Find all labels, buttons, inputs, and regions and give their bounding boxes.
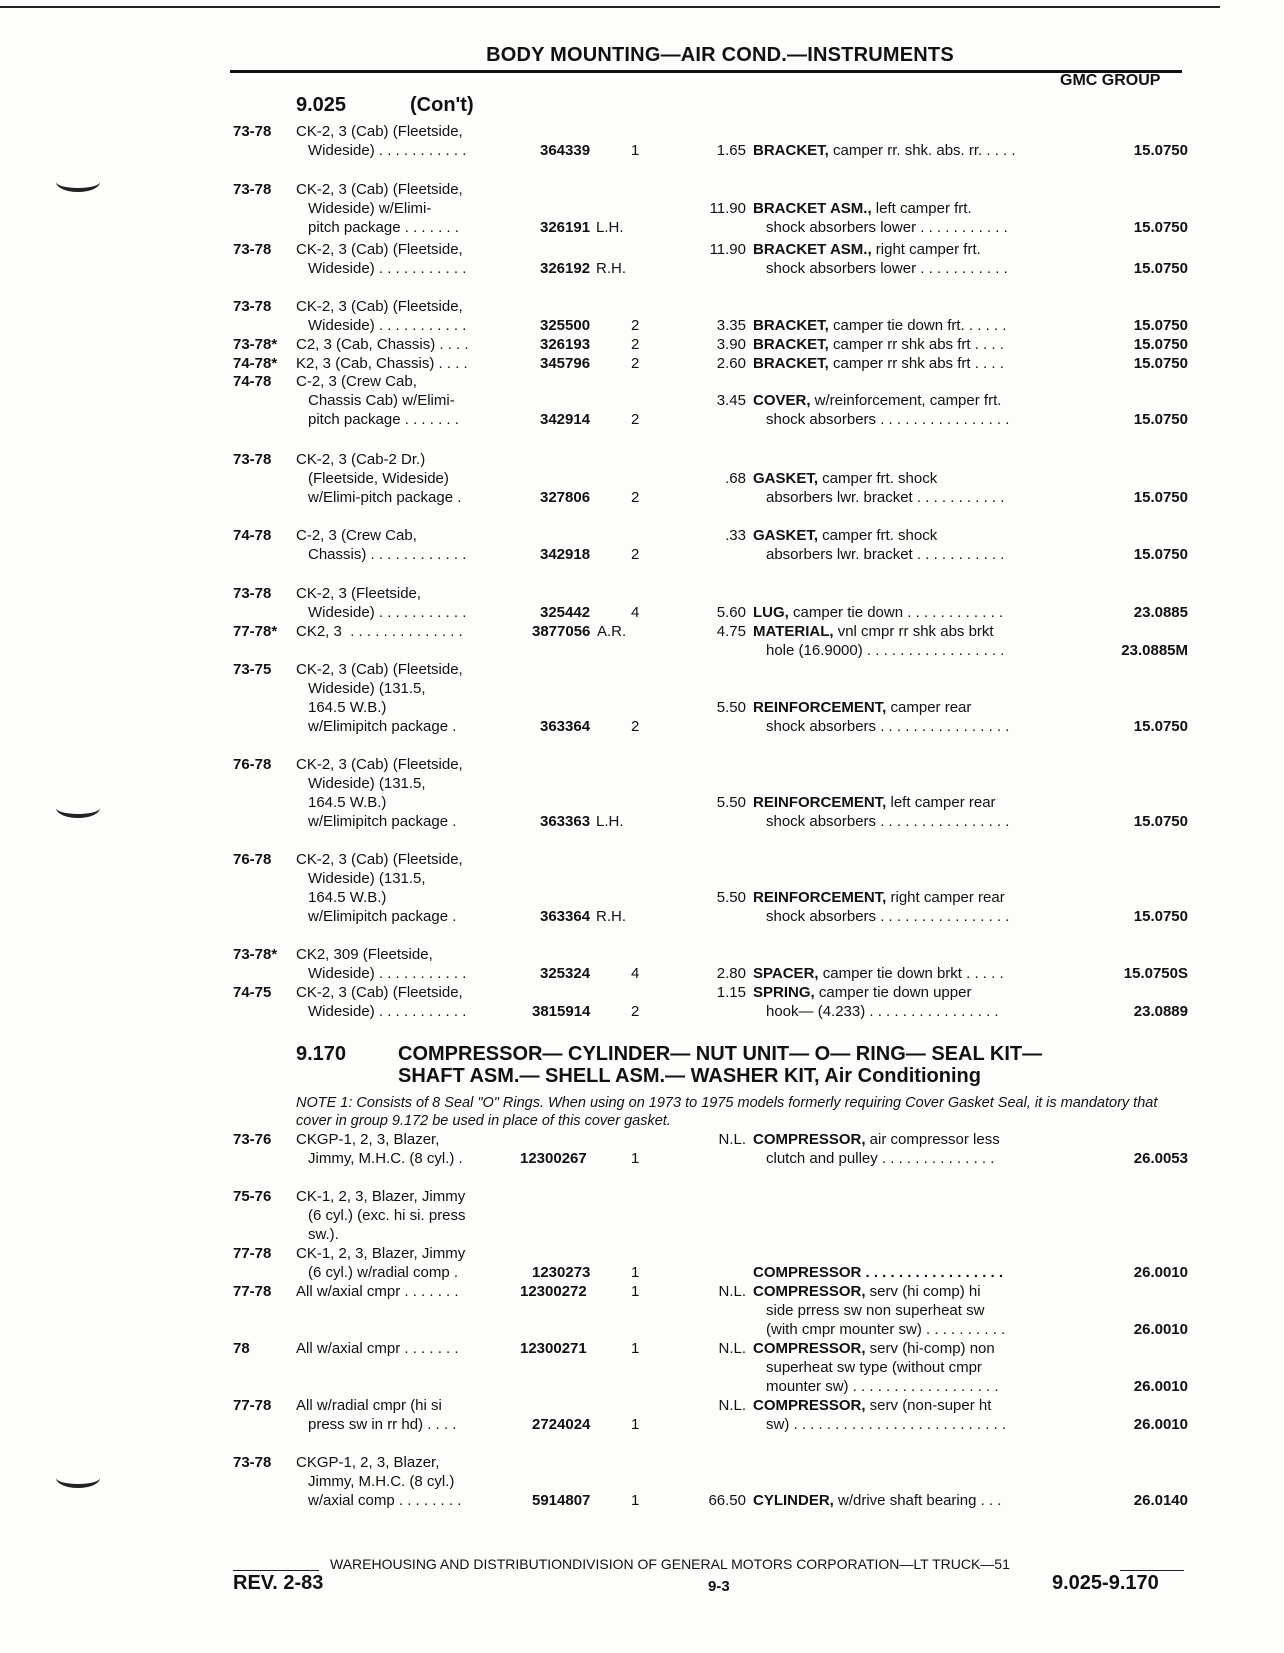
model-description-line: CK-2, 3 (Cab) (Fleetside, [296, 181, 463, 198]
part-name: BRACKET, [753, 142, 829, 159]
model-description-line: All w/radial cmpr (hi si [296, 1397, 442, 1414]
model-description-line: All w/axial cmpr . . . . . . . [296, 1340, 459, 1357]
model-years: 77-78 [233, 1283, 272, 1300]
part-number: 12300272 [520, 1283, 587, 1300]
model-description-line: Wideside) . . . . . . . . . . . [308, 317, 467, 334]
model-description-line: sw.). [308, 1226, 339, 1243]
part-number: 363364 [540, 908, 591, 925]
footer-rule [1120, 1570, 1184, 1571]
model-years: 78 [233, 1340, 250, 1357]
part-number: 326191 [540, 219, 591, 236]
part-description-line: sw) . . . . . . . . . . . . . . . . . . . . . . . . . . [766, 1416, 1007, 1433]
part-description-line: hook— (4.233) . . . . . . . . . . . . . . . . [766, 1003, 999, 1020]
group-number: 15.0750 [1133, 489, 1188, 506]
part-description-line: LUG, camper tie down . . . . . . . . . . . . [753, 604, 1004, 621]
part-number: 364339 [540, 142, 591, 159]
list-price: .68 [725, 470, 746, 487]
part-description-line: SPACER, camper tie down brkt . . . . . [753, 965, 1004, 982]
quantity: 1 [631, 1340, 640, 1357]
model-description-line: All w/axial cmpr . . . . . . . [296, 1283, 459, 1300]
binder-hole-mark [56, 172, 100, 192]
quantity: 1 [631, 1416, 640, 1433]
part-name: GASKET, [753, 527, 819, 544]
model-description-line: CKGP-1, 2, 3, Blazer, [296, 1131, 440, 1148]
list-price: .33 [725, 527, 746, 544]
group-column-label: GMC GROUP [1060, 72, 1161, 89]
model-years: 76-78 [233, 851, 272, 868]
part-name: REINFORCEMENT, [753, 889, 887, 906]
part-name: COMPRESSOR, [753, 1283, 866, 1300]
part-description-line: absorbers lwr. bracket . . . . . . . . . . . [766, 489, 1005, 506]
model-description-line: Jimmy, M.H.C. (8 cyl.) [308, 1473, 455, 1490]
part-number: 12300267 [520, 1150, 587, 1167]
model-years: 73-78 [233, 1454, 272, 1471]
binder-hole-mark [56, 1468, 100, 1488]
part-description-line: COMPRESSOR, air compressor less [753, 1131, 1000, 1148]
list-price: 3.35 [716, 317, 746, 334]
part-description-line: CYLINDER, w/drive shaft bearing . . . [753, 1492, 1002, 1509]
list-price: 11.90 [709, 241, 746, 258]
group-number: 15.0750 [1133, 411, 1188, 428]
model-description-line: K2, 3 (Cab, Chassis) . . . . [296, 355, 468, 372]
part-number: 363364 [540, 718, 591, 735]
model-years: 77-78 [233, 1245, 272, 1262]
part-number: 326192 [540, 260, 591, 277]
model-description-line: CK-2, 3 (Cab) (Fleetside, [296, 984, 463, 1001]
part-name: SPRING, [753, 984, 815, 1001]
list-price: 11.90 [709, 200, 746, 217]
quantity: 2 [631, 489, 640, 506]
title-rule [230, 70, 1182, 73]
binder-hole-mark [56, 798, 100, 818]
model-description-line: w/Elimipitch package . [308, 908, 457, 925]
model-description-line: w/Elimi-pitch package . [308, 489, 462, 506]
model-description-line: CK-1, 2, 3, Blazer, Jimmy [296, 1245, 466, 1262]
model-description-line: Wideside) . . . . . . . . . . . [308, 142, 467, 159]
quantity: 1 [631, 142, 640, 159]
quantity: 2 [631, 546, 640, 563]
model-description-line: CKGP-1, 2, 3, Blazer, [296, 1454, 440, 1471]
page-number: 9-3 [708, 1578, 730, 1595]
model-description-line: CK-2, 3 (Fleetside, [296, 585, 422, 602]
list-price: N.L. [718, 1397, 746, 1414]
model-description-line: C-2, 3 (Crew Cab, [296, 373, 417, 390]
part-name: REINFORCEMENT, [753, 699, 887, 716]
model-description-line: CK2, 309 (Fleetside, [296, 946, 433, 963]
part-number: 5914807 [532, 1492, 591, 1509]
group-number: 26.0053 [1133, 1150, 1188, 1167]
part-description-line: superheat sw type (without cmpr [766, 1359, 982, 1376]
section-number: 9.170 [296, 1043, 347, 1065]
list-price: N.L. [718, 1131, 746, 1148]
model-description-line: w/Elimipitch package . [308, 813, 457, 830]
part-number: 326193 [540, 336, 591, 353]
model-years: 77-78 [233, 1397, 272, 1414]
part-description-line: MATERIAL, vnl cmpr rr shk abs brkt [753, 623, 994, 640]
model-description-line: Wideside) . . . . . . . . . . . [308, 965, 467, 982]
quantity: 2 [631, 336, 640, 353]
quantity: 4 [631, 965, 640, 982]
part-name: BRACKET, [753, 317, 829, 334]
part-name: LUG, [753, 604, 789, 621]
model-years: 74-75 [233, 984, 272, 1001]
model-description-line: (Fleetside, Wideside) [308, 470, 449, 487]
model-description-line: Wideside) . . . . . . . . . . . [308, 1003, 467, 1020]
list-price: 1.15 [716, 984, 746, 1001]
model-years: 73-78* [233, 946, 278, 963]
part-name: COVER, [753, 392, 811, 409]
part-number: 2724024 [532, 1416, 591, 1433]
quantity: 2 [631, 718, 640, 735]
part-name: BRACKET, [753, 336, 829, 353]
quantity: 1 [631, 1283, 640, 1300]
model-description-line: (6 cyl.) (exc. hi si. press [308, 1207, 466, 1224]
quantity: 2 [631, 355, 640, 372]
part-name: MATERIAL, [753, 623, 834, 640]
group-number: 15.0750 [1133, 718, 1188, 735]
part-number: 345796 [540, 355, 591, 372]
model-years: 73-78* [233, 336, 278, 353]
top-border-line [0, 6, 1220, 8]
model-years: 74-78 [233, 373, 272, 390]
quantity: 2 [631, 411, 640, 428]
model-years: 73-78 [233, 123, 272, 140]
list-price: 5.50 [716, 889, 746, 906]
section-heading [398, 1043, 1178, 1087]
side-indicator: R.H. [596, 260, 626, 277]
model-description-line: w/axial comp . . . . . . . . [308, 1492, 462, 1509]
part-description-line: GASKET, camper frt. shock [753, 470, 938, 487]
model-description-line: CK-2, 3 (Cab-2 Dr.) [296, 451, 426, 468]
model-description-line: CK-2, 3 (Cab) (Fleetside, [296, 661, 463, 678]
model-description-line: (6 cyl.) w/radial comp . [308, 1264, 459, 1281]
part-number: 342918 [540, 546, 591, 563]
model-description-line: CK-2, 3 (Cab) (Fleetside, [296, 851, 463, 868]
model-description-line: CK-2, 3 (Cab) (Fleetside, [296, 756, 463, 773]
model-description-line: Wideside) . . . . . . . . . . . [308, 260, 467, 277]
model-years: 73-75 [233, 661, 272, 678]
part-description-line: absorbers lwr. bracket . . . . . . . . . . . [766, 546, 1005, 563]
side-indicator: L.H. [596, 813, 624, 830]
footer-publisher: WAREHOUSING AND DISTRIBUTIONDIVISION OF GENERAL MOTORS CORPORATION—LT TRUCK—51 [330, 1556, 1010, 1572]
quantity: 1 [631, 1264, 640, 1281]
part-number: 3815914 [532, 1003, 591, 1020]
quantity: 4 [631, 604, 640, 621]
model-description-line: Chassis) . . . . . . . . . . . . [308, 546, 467, 563]
group-number: 26.0010 [1133, 1378, 1188, 1395]
part-description-line: BRACKET, camper rr shk abs frt . . . . [753, 336, 1004, 353]
part-description-line: (with cmpr mounter sw) . . . . . . . . . . [766, 1321, 1006, 1338]
model-years: 73-78 [233, 451, 272, 468]
model-years: 73-78 [233, 241, 272, 258]
group-number: 26.0140 [1133, 1492, 1188, 1509]
part-description-line: shock absorbers . . . . . . . . . . . . . . . . [766, 813, 1010, 830]
section-continued: (Con't) [410, 94, 474, 116]
group-number: 15.0750 [1133, 908, 1188, 925]
list-price: 3.45 [716, 392, 746, 409]
group-number: 15.0750S [1123, 965, 1188, 982]
part-description-line: COMPRESSOR, serv (hi comp) hi [753, 1283, 981, 1300]
list-price: 5.60 [716, 604, 746, 621]
part-number: 12300271 [520, 1340, 587, 1357]
part-description-line: BRACKET ASM., right camper frt. [753, 241, 981, 258]
model-description-line: Jimmy, M.H.C. (8 cyl.) . [308, 1150, 463, 1167]
model-description-line: CK-2, 3 (Cab) (Fleetside, [296, 298, 463, 315]
section-note: NOTE 1: Consists of 8 Seal "O" Rings. When using on 1973 to 1975 models formerly requiring Cover Gasket Seal, it is mandatory that cover in group 9.172 be used in place of this cover gasket. [296, 1095, 1158, 1129]
list-price: 2.80 [716, 965, 746, 982]
group-number: 15.0750 [1133, 355, 1188, 372]
group-number: 15.0750 [1133, 219, 1188, 236]
model-description-line: Wideside) (131.5, [308, 870, 426, 887]
list-price: 66.50 [708, 1492, 746, 1509]
part-description-line: GASKET, camper frt. shock [753, 527, 938, 544]
group-number: 23.0889 [1133, 1003, 1188, 1020]
part-description-line: clutch and pulley . . . . . . . . . . . . . . [766, 1150, 995, 1167]
model-description-line: CK-1, 2, 3, Blazer, Jimmy [296, 1188, 466, 1205]
section-number: 9.025 [296, 94, 347, 116]
list-price: 5.50 [716, 794, 746, 811]
model-description-line: w/Elimipitch package . [308, 718, 457, 735]
part-number: 327806 [540, 489, 591, 506]
model-description-line: 164.5 W.B.) [308, 699, 387, 716]
group-number: 26.0010 [1133, 1416, 1188, 1433]
part-name: COMPRESSOR, [753, 1340, 866, 1357]
part-description-line: shock absorbers lower . . . . . . . . . . . [766, 219, 1008, 236]
side-indicator: L.H. [596, 219, 624, 236]
model-description-line: Wideside) (131.5, [308, 680, 426, 697]
model-description-line: Wideside) . . . . . . . . . . . [308, 604, 467, 621]
part-description-line: REINFORCEMENT, right camper rear [753, 889, 1005, 906]
part-name: SPACER, [753, 965, 819, 982]
model-description-line: CK2, 3 . . . . . . . . . . . . . . [296, 623, 463, 640]
part-name: BRACKET ASM., [753, 241, 872, 258]
footer-rule [233, 1570, 319, 1571]
part-description-line: shock absorbers . . . . . . . . . . . . . . . . [766, 718, 1010, 735]
part-number: 342914 [540, 411, 591, 428]
list-price: 5.50 [716, 699, 746, 716]
part-name: GASKET, [753, 470, 819, 487]
part-number: 3877056 [532, 623, 591, 640]
group-range: 9.025-9.170 [1052, 1572, 1159, 1594]
part-description-line: SPRING, camper tie down upper [753, 984, 972, 1001]
group-number: 15.0750 [1133, 317, 1188, 334]
part-number: 1230273 [532, 1264, 591, 1281]
part-number: 325500 [540, 317, 591, 334]
list-price: 4.75 [716, 623, 746, 640]
part-name: REINFORCEMENT, [753, 794, 887, 811]
model-description-line: 164.5 W.B.) [308, 794, 387, 811]
part-description-line: BRACKET, camper rr. shk. abs. rr. . . . . [753, 142, 1016, 159]
part-description-line: hole (16.9000) . . . . . . . . . . . . . . . . . [766, 642, 1005, 659]
quantity: 2 [631, 1003, 640, 1020]
model-years: 73-78 [233, 298, 272, 315]
part-name: COMPRESSOR, [753, 1397, 866, 1414]
part-description-line: BRACKET ASM., left camper frt. [753, 200, 972, 217]
revision-label: REV. 2-83 [233, 1572, 324, 1594]
part-description-line: side prress sw non superheat sw [766, 1302, 985, 1319]
group-number: 15.0750 [1133, 813, 1188, 830]
part-number: 325324 [540, 965, 591, 982]
part-description-line: BRACKET, camper rr shk abs frt . . . . [753, 355, 1004, 372]
model-years: 73-76 [233, 1131, 272, 1148]
model-description-line: press sw in rr hd) . . . . [308, 1416, 457, 1433]
model-description-line: C-2, 3 (Crew Cab, [296, 527, 417, 544]
page-title: BODY MOUNTING—AIR COND.—INSTRUMENTS [486, 44, 954, 66]
quantity: 2 [631, 317, 640, 334]
section-heading-line: SHAFT ASM.— SHELL ASM.— WASHER KIT, Air Conditioning [398, 1065, 981, 1087]
part-description-line: BRACKET, camper tie down frt. . . . . . [753, 317, 1007, 334]
quantity: 1 [631, 1492, 640, 1509]
part-description-line: mounter sw) . . . . . . . . . . . . . . . . . . [766, 1378, 999, 1395]
part-name: BRACKET ASM., [753, 200, 872, 217]
model-years: 77-78* [233, 623, 278, 640]
group-number: 26.0010 [1133, 1321, 1188, 1338]
model-description-line: Chassis Cab) w/Elimi- [308, 392, 455, 409]
part-description-line: REINFORCEMENT, camper rear [753, 699, 972, 716]
model-years: 75-76 [233, 1188, 272, 1205]
part-description-line: COVER, w/reinforcement, camper frt. [753, 392, 1002, 409]
group-number: 15.0750 [1133, 546, 1188, 563]
side-indicator: A.R. [597, 623, 627, 640]
model-years: 76-78 [233, 756, 272, 773]
side-indicator: R.H. [596, 908, 626, 925]
group-number: 15.0750 [1133, 142, 1188, 159]
part-name: BRACKET, [753, 355, 829, 372]
part-description-line [753, 1263, 1003, 1282]
list-price: 1.65 [716, 142, 746, 159]
part-description-line: shock absorbers . . . . . . . . . . . . . . . . [766, 411, 1010, 428]
model-years: 73-78 [233, 181, 272, 198]
group-number: 15.0750 [1133, 260, 1188, 277]
model-description-line: CK-2, 3 (Cab) (Fleetside, [296, 123, 463, 140]
list-price: N.L. [718, 1283, 746, 1300]
part-name: COMPRESSOR, [753, 1131, 866, 1148]
list-price: 3.90 [716, 336, 746, 353]
model-description-line: 164.5 W.B.) [308, 889, 387, 906]
model-description-line: C2, 3 (Cab, Chassis) . . . . [296, 336, 469, 353]
group-number: 26.0010 [1133, 1264, 1188, 1281]
part-description-line: COMPRESSOR, serv (non-super ht [753, 1397, 992, 1414]
model-years: 73-78 [233, 585, 272, 602]
model-description-line: pitch package . . . . . . . [308, 219, 459, 236]
model-description-line: Wideside) (131.5, [308, 775, 426, 792]
section-heading-line: COMPRESSOR— CYLINDER— NUT UNIT— O— RING— SEAL KIT— [398, 1043, 1043, 1065]
part-description-line: REINFORCEMENT, left camper rear [753, 794, 996, 811]
list-price: N.L. [718, 1340, 746, 1357]
part-name: COMPRESSOR . . . . . . . . . . . . . . . . . [753, 1264, 1004, 1281]
group-number: 23.0885M [1121, 642, 1188, 659]
part-name: CYLINDER, [753, 1492, 834, 1509]
group-number: 15.0750 [1133, 336, 1188, 353]
part-description-line: COMPRESSOR, serv (hi-comp) non [753, 1340, 995, 1357]
group-number: 23.0885 [1133, 604, 1188, 621]
model-description-line: Wideside) w/Elimi- [308, 200, 432, 217]
quantity: 1 [631, 1150, 640, 1167]
part-number: 325442 [540, 604, 591, 621]
model-description-line: pitch package . . . . . . . [308, 411, 459, 428]
model-description-line: CK-2, 3 (Cab) (Fleetside, [296, 241, 463, 258]
model-years: 74-78 [233, 527, 272, 544]
list-price: 2.60 [716, 355, 746, 372]
part-description-line: shock absorbers . . . . . . . . . . . . . . . . [766, 908, 1010, 925]
part-description-line: shock absorbers lower . . . . . . . . . . . [766, 260, 1008, 277]
model-years: 74-78* [233, 355, 278, 372]
part-number: 363363 [540, 813, 591, 830]
